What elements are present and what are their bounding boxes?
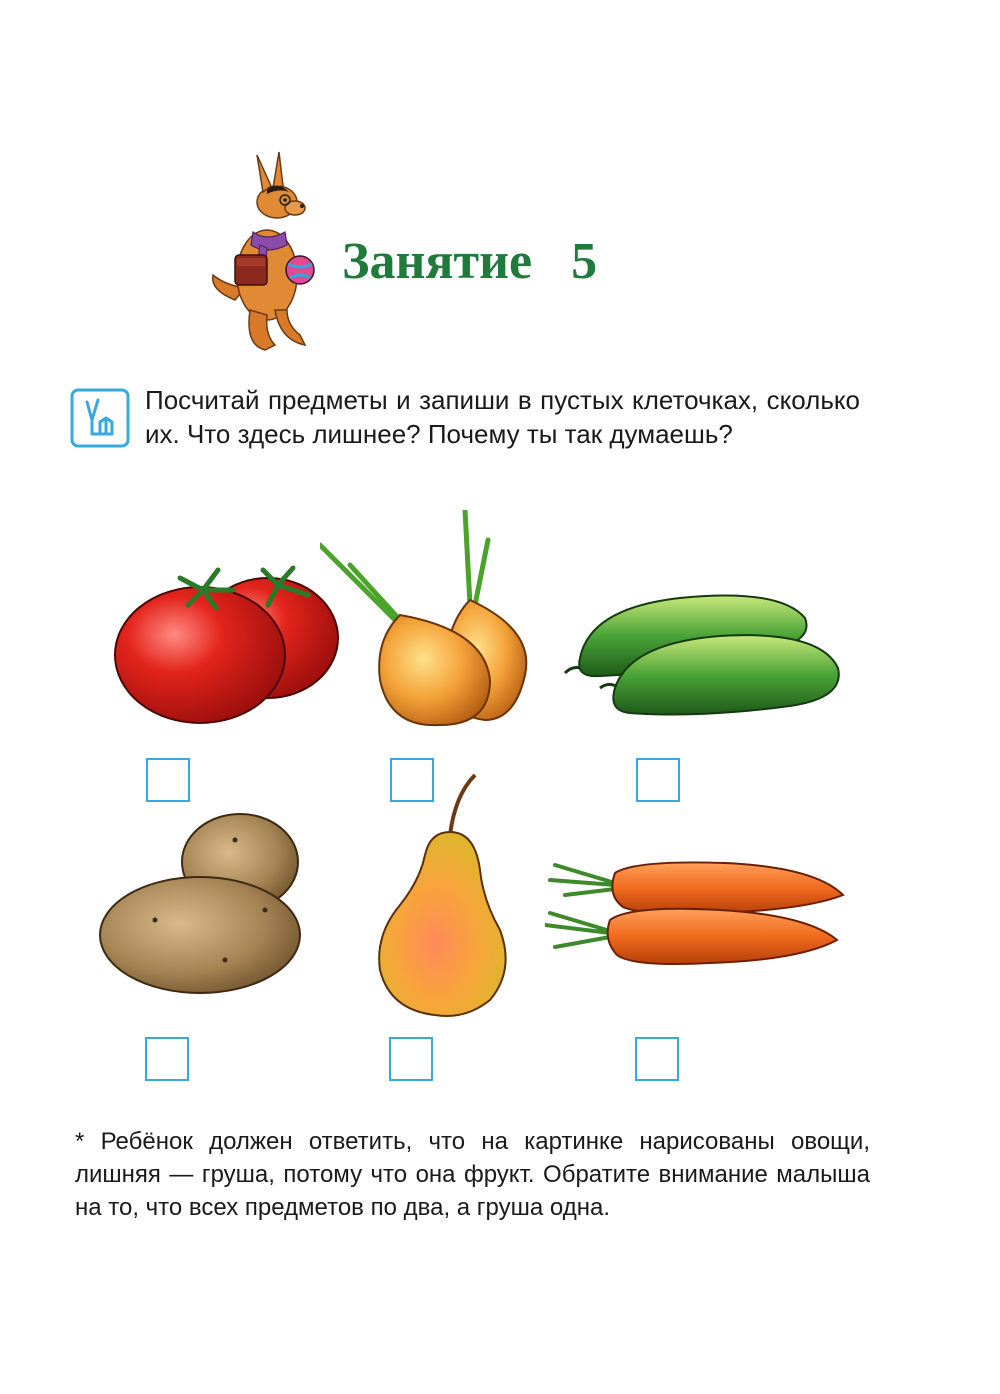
answer-input-potatoes[interactable] bbox=[147, 1039, 187, 1079]
tomato-icon bbox=[108, 560, 340, 730]
pear-icon bbox=[375, 770, 515, 1020]
answer-box-carrots[interactable] bbox=[635, 1037, 679, 1081]
hand-fingers-icon bbox=[70, 388, 130, 448]
answer-input-carrots[interactable] bbox=[637, 1039, 677, 1079]
potato-icon bbox=[95, 810, 310, 995]
answer-input-tomatoes[interactable] bbox=[148, 760, 188, 800]
answer-box-onions[interactable] bbox=[390, 758, 434, 802]
kangaroo-mascot-illustration bbox=[205, 150, 340, 360]
carrot-icon bbox=[545, 855, 845, 975]
answer-input-cucumbers[interactable] bbox=[638, 760, 678, 800]
answer-input-onions[interactable] bbox=[392, 760, 432, 800]
answer-input-pear[interactable] bbox=[391, 1039, 431, 1079]
cucumber-icon bbox=[560, 588, 845, 718]
task-instruction: Посчитай предметы и запиши в пустых клеточках, сколько их. Что здесь лишнее? Почему ты так думаешь? bbox=[145, 385, 860, 449]
answer-box-pear[interactable] bbox=[389, 1037, 433, 1081]
onion-icon bbox=[320, 510, 540, 730]
lesson-title: Занятие 5 bbox=[342, 233, 598, 290]
parent-note: * Ребёнок должен ответить, что на картинке нарисованы овощи, лишняя — груша, потому что она фрукт. Обратите внимание малыша на то, что всех предметов по два, а груша одна. bbox=[75, 1128, 870, 1221]
answer-box-potatoes[interactable] bbox=[145, 1037, 189, 1081]
answer-box-cucumbers[interactable] bbox=[636, 758, 680, 802]
answer-box-tomatoes[interactable] bbox=[146, 758, 190, 802]
